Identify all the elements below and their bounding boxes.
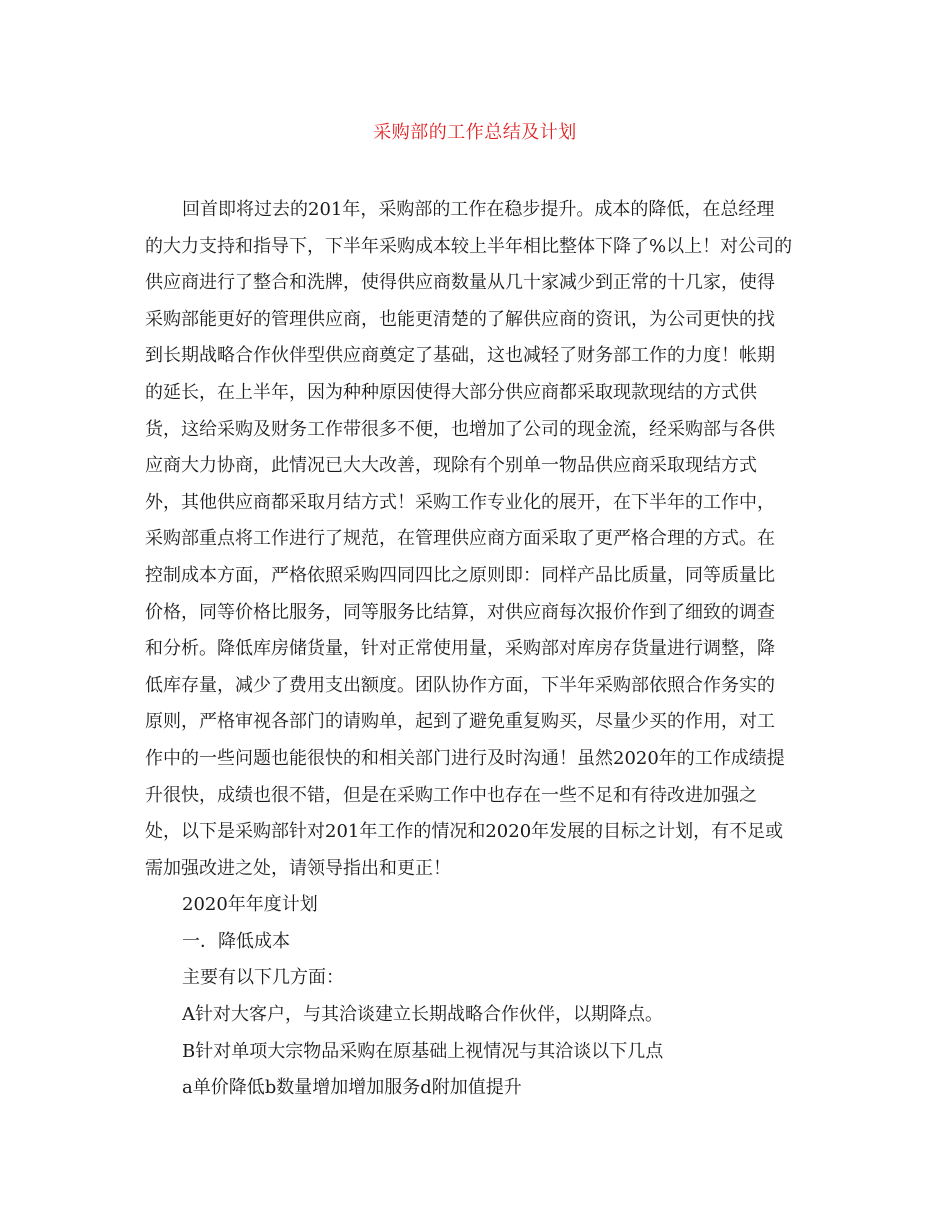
paragraph-line: 到长期战略合作伙伴型供应商奠定了基础，这也减轻了财务部工作的力度！帐期 — [145, 345, 775, 367]
paragraph-line: 和分析。降低库房储货量，针对正常使用量，采购部对库房存货量进行调整，降 — [145, 638, 775, 660]
paragraph-line: 供应商进行了整合和洗牌，使得供应商数量从几十家减少到正常的十几家，使得 — [145, 272, 775, 294]
paragraph-line: 货，这给采购及财务工作带很多不便，也增加了公司的现金流，经采购部与各供 — [145, 418, 775, 440]
paragraph-line: 应商大力协商，此情况已大大改善，现除有个别单一物品供应商采取现结方式 — [145, 455, 757, 477]
paragraph-line: 原则，严格审视各部门的请购单，起到了避免重复购买，尽量少买的作用，对工 — [145, 711, 775, 733]
section-intro: 主要有以下几方面： — [182, 967, 344, 989]
paragraph-line: 的大力支持和指导下，下半年采购成本较上半年相比整体下降了%以上！对公司的 — [145, 235, 793, 257]
plan-heading: 2020年年度计划 — [182, 894, 318, 916]
summary-paragraph — [145, 192, 807, 887]
paragraph-line: 采购部重点将工作进行了规范，在管理供应商方面采取了更严格合理的方式。在 — [145, 528, 775, 550]
paragraph-line: 外，其他供应商都采取月结方式！采购工作专业化的展开，在下半年的工作中， — [145, 491, 775, 513]
paragraph-line: 回首即将过去的201年，采购部的工作在稳步提升。成本的降低，在总经理 — [182, 199, 775, 220]
list-item-b: B针对单项大宗物品采购在原基础上视情况与其洽谈以下几点 — [182, 1040, 664, 1062]
paragraph-line: 采购部能更好的管理供应商，也能更清楚的了解供应商的资讯，为公司更快的找 — [145, 308, 775, 330]
paragraph-line: 低库存量，减少了费用支出额度。团队协作方面，下半年采购部依照合作务实的 — [145, 674, 775, 696]
document-body — [145, 192, 807, 1107]
paragraph-line: 作中的一些问题也能很快的和相关部门进行及时沟通！虽然2020年的工作成绩提 — [145, 747, 785, 769]
paragraph-line: 价格，同等价格比服务，同等服务比结算，对供应商每次报价作到了细致的调查 — [145, 601, 775, 623]
paragraph-line: 升很快，成绩也很不错，但是在采购工作中也存在一些不足和有待改进加强之 — [145, 784, 757, 806]
paragraph-line: 的延长，在上半年，因为种种原因使得大部分供应商都采取现款现结的方式供 — [145, 381, 757, 403]
section-heading-one: 一．降低成本 — [182, 930, 290, 952]
paragraph-line: 需加强改进之处，请领导指出和更正！ — [145, 857, 451, 879]
list-item-a: A针对大客户，与其洽谈建立长期战略合作伙伴，以期降点。 — [182, 1004, 663, 1026]
document-title: 采购部的工作总结及计划 — [373, 122, 577, 143]
paragraph-line: 控制成本方面，严格依照采购四同四比之原则即：同样产品比质量，同等质量比 — [145, 564, 775, 586]
list-item-sub: a单价降低b数量增加增加服务d附加值提升 — [182, 1077, 522, 1099]
paragraph-line: 处，以下是采购部针对201年工作的情况和2020年发展的目标之计划，有不足或 — [145, 821, 784, 843]
